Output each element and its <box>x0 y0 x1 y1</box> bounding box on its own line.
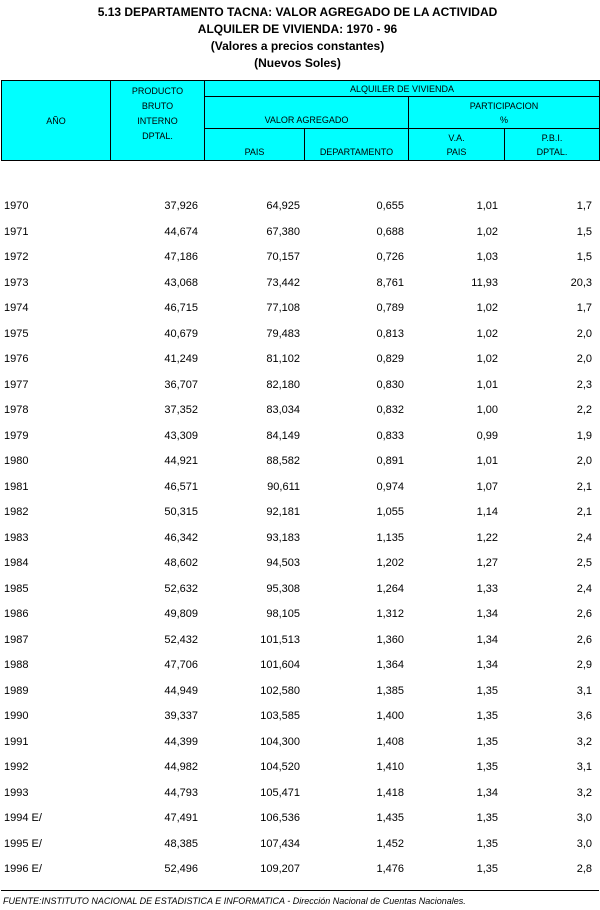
header-participacion <box>409 97 600 129</box>
header-year: AÑO <box>2 81 111 161</box>
cell-pbi: 50,315 <box>164 506 198 518</box>
cell-va: 1,02 <box>476 225 498 238</box>
cell-pbid: 3,0 <box>576 837 592 850</box>
cell-va: 1,34 <box>476 608 498 620</box>
cell-pbid: 1,5 <box>576 225 592 238</box>
cell-va: 1,01 <box>476 200 498 212</box>
cell-pais: 84,149 <box>266 429 300 442</box>
header-percent: % <box>500 114 509 125</box>
cell-pbi: 46,571 <box>164 480 198 493</box>
cell-va: 11,93 <box>471 276 498 289</box>
cell-dep: 0,726 <box>376 251 404 263</box>
cell-dep: 1,408 <box>376 735 404 748</box>
cell-year: 1971 <box>4 225 29 238</box>
cell-pbid: 2,8 <box>576 863 592 875</box>
cell-va: 1,14 <box>476 506 498 518</box>
cell-va: 1,00 <box>476 404 498 416</box>
cell-pbi: 48,385 <box>164 837 198 850</box>
cell-dep: 0,688 <box>376 225 404 238</box>
cell-pbi: 46,342 <box>164 531 198 544</box>
header-departamento: DEPARTAMENTO <box>305 129 409 161</box>
cell-dep: 0,891 <box>376 455 404 467</box>
cell-va: 1,34 <box>476 633 498 646</box>
cell-year: 1987 <box>4 633 29 646</box>
cell-pbi: 52,496 <box>164 863 198 875</box>
cell-pais: 104,520 <box>260 761 300 773</box>
table-row <box>0 628 600 654</box>
cell-pbid: 2,4 <box>576 531 592 544</box>
cell-year: 1984 <box>4 557 29 569</box>
cell-year: 1986 <box>4 608 29 620</box>
table-row <box>0 245 600 271</box>
cell-va: 1,02 <box>476 327 498 340</box>
cell-dep: 1,435 <box>376 812 404 824</box>
cell-pbid: 3,1 <box>576 684 592 697</box>
table-row <box>0 194 600 220</box>
cell-va: 1,35 <box>476 735 498 748</box>
table-row <box>0 602 600 628</box>
cell-pbid: 2,1 <box>576 480 592 493</box>
table-row <box>0 832 600 858</box>
cell-year: 1988 <box>4 659 29 671</box>
cell-pbi: 47,706 <box>164 659 198 671</box>
table-row <box>0 220 600 246</box>
cell-pais: 101,604 <box>260 659 300 671</box>
cell-va: 1,35 <box>476 837 498 850</box>
cell-pbi: 44,793 <box>164 786 198 799</box>
cell-pais: 102,580 <box>260 684 300 697</box>
cell-pbi: 44,982 <box>164 761 198 773</box>
cell-dep: 0,833 <box>376 429 404 442</box>
cell-pais: 90,611 <box>267 480 300 493</box>
cell-year: 1980 <box>4 455 29 467</box>
table-row <box>0 500 600 526</box>
cell-year: 1993 <box>4 786 29 799</box>
footer-divider <box>1 890 599 891</box>
title-line-2: ALQUILER DE VIVIENDA: 1970 - 96 <box>197 22 398 36</box>
cell-pbid: 1,7 <box>576 302 592 314</box>
cell-year: 1970 <box>4 200 29 212</box>
cell-dep: 1,202 <box>376 557 404 569</box>
cell-pbi: 52,432 <box>164 633 198 646</box>
cell-pbi: 43,068 <box>164 276 198 289</box>
table-body <box>0 194 600 883</box>
cell-dep: 1,400 <box>376 710 404 722</box>
cell-pais: 83,034 <box>266 404 300 416</box>
cell-dep: 0,832 <box>376 404 404 416</box>
cell-pbid: 2,3 <box>576 378 592 391</box>
cell-va: 1,07 <box>476 480 498 493</box>
table-row <box>0 398 600 424</box>
cell-dep: 0,829 <box>376 353 404 365</box>
cell-va: 1,34 <box>476 786 498 799</box>
table-row <box>0 781 600 807</box>
table-row <box>0 653 600 679</box>
cell-year: 1981 <box>4 480 29 493</box>
cell-pbid: 2,6 <box>576 608 592 620</box>
cell-pais: 106,536 <box>260 812 300 824</box>
cell-dep: 0,789 <box>376 302 404 314</box>
cell-pbid: 20,3 <box>570 276 592 289</box>
cell-pais: 93,183 <box>266 531 300 544</box>
cell-pais: 94,503 <box>266 557 300 569</box>
cell-pbi: 41,249 <box>164 353 198 365</box>
cell-year: 1991 <box>4 735 29 748</box>
cell-pais: 105,471 <box>260 786 300 799</box>
table-row <box>0 679 600 705</box>
cell-va: 1,03 <box>476 251 498 263</box>
cell-va: 1,02 <box>476 353 498 365</box>
cell-pais: 109,207 <box>260 863 300 875</box>
cell-year: 1973 <box>4 276 29 289</box>
header-valor-agregado: VALOR AGREGADO <box>205 97 409 129</box>
table-row <box>0 755 600 781</box>
table-row <box>0 704 600 730</box>
cell-pbid: 1,5 <box>576 251 592 263</box>
cell-pbi: 43,309 <box>164 429 198 442</box>
cell-pbi: 49,809 <box>164 608 198 620</box>
cell-pbid: 2,1 <box>576 506 592 518</box>
header-va-pais <box>409 129 505 161</box>
cell-dep: 1,312 <box>376 608 404 620</box>
cell-pbi: 37,352 <box>164 404 198 416</box>
cell-pbi: 48,602 <box>164 557 198 569</box>
cell-dep: 1,452 <box>376 837 404 850</box>
cell-pais: 67,380 <box>266 225 300 238</box>
cell-va: 1,27 <box>476 557 498 569</box>
cell-va: 1,35 <box>476 684 498 697</box>
table-row <box>0 347 600 373</box>
cell-pbi: 47,186 <box>164 251 198 263</box>
table-row <box>0 296 600 322</box>
cell-dep: 1,264 <box>376 582 404 595</box>
cell-pbid: 3,2 <box>576 786 592 799</box>
cell-pbid: 1,7 <box>576 200 592 212</box>
cell-pbi: 44,399 <box>164 735 198 748</box>
cell-va: 1,35 <box>476 812 498 824</box>
cell-va: 1,35 <box>476 863 498 875</box>
table-row <box>0 730 600 756</box>
table-row <box>0 475 600 501</box>
table-row <box>0 551 600 577</box>
cell-pbid: 2,0 <box>576 327 592 340</box>
table-row <box>0 806 600 832</box>
table-title <box>0 4 600 72</box>
cell-pbid: 3,2 <box>576 735 592 748</box>
cell-va: 1,34 <box>476 659 498 671</box>
cell-pbid: 3,6 <box>576 710 592 722</box>
cell-year: 1976 <box>4 353 29 365</box>
table-row <box>0 271 600 297</box>
cell-pbid: 2,6 <box>576 633 592 646</box>
cell-pbi: 44,949 <box>164 684 198 697</box>
cell-pbi: 37,926 <box>164 200 198 212</box>
table-row <box>0 322 600 348</box>
table-row <box>0 526 600 552</box>
cell-pbi: 40,679 <box>164 327 198 340</box>
title-line-4: (Nuevos Soles) <box>254 56 341 70</box>
cell-pais: 98,105 <box>266 608 300 620</box>
cell-va: 1,35 <box>476 761 498 773</box>
header-pbi-dptal <box>505 129 600 161</box>
cell-va: 0,99 <box>476 429 498 442</box>
cell-va: 1,01 <box>476 455 498 467</box>
cell-pbi: 52,632 <box>164 582 198 595</box>
cell-pbid: 2,0 <box>576 353 592 365</box>
cell-va: 1,33 <box>476 582 498 595</box>
cell-pbi: 44,674 <box>164 225 198 238</box>
cell-dep: 0,813 <box>376 327 404 340</box>
cell-pbi: 44,921 <box>164 455 198 467</box>
header-pbi <box>111 81 205 161</box>
cell-year: 1977 <box>4 378 29 391</box>
cell-va: 1,35 <box>476 710 498 722</box>
table-row <box>0 577 600 603</box>
cell-dep: 1,360 <box>376 633 404 646</box>
cell-pbid: 2,4 <box>576 582 592 595</box>
cell-va: 1,22 <box>476 531 498 544</box>
cell-year: 1989 <box>4 684 29 697</box>
header-pbi-dptal-label: P.B.I. DPTAL. <box>536 132 568 157</box>
table-row <box>0 424 600 450</box>
cell-pais: 107,434 <box>260 837 300 850</box>
cell-pais: 73,442 <box>266 276 300 289</box>
cell-year: 1992 <box>4 761 29 773</box>
cell-year: 1996 E/ <box>4 863 42 875</box>
header-alquiler-group: ALQUILER DE VIVIENDA <box>205 81 600 97</box>
title-line-3: (Valores a precios constantes) <box>210 39 385 53</box>
cell-pbid: 2,0 <box>576 455 592 467</box>
cell-pais: 70,157 <box>266 251 300 263</box>
cell-dep: 0,655 <box>376 200 404 212</box>
header-va-pais-label: V.A. PAIS <box>446 132 467 157</box>
cell-pbid: 2,5 <box>576 557 592 569</box>
cell-year: 1972 <box>4 251 29 263</box>
cell-pbid: 3,1 <box>576 761 592 773</box>
cell-year: 1994 E/ <box>4 812 42 824</box>
cell-pais: 88,582 <box>266 455 300 467</box>
cell-pais: 101,513 <box>260 633 300 646</box>
cell-year: 1982 <box>4 506 29 518</box>
cell-year: 1974 <box>4 302 29 314</box>
cell-pbi: 39,337 <box>164 710 198 722</box>
cell-year: 1995 E/ <box>4 837 42 850</box>
cell-pbid: 1,9 <box>576 429 592 442</box>
title-line-1: 5.13 DEPARTAMENTO TACNA: VALOR AGREGADO DE LA ACTIVIDAD <box>97 5 498 19</box>
cell-va: 1,02 <box>476 302 498 314</box>
cell-year: 1975 <box>4 327 29 340</box>
cell-pais: 103,585 <box>260 710 300 722</box>
cell-va: 1,01 <box>476 378 498 391</box>
header-pbi-label: PRODUCTO BRUTO INTERNO DPTAL. <box>131 86 184 141</box>
cell-dep: 0,830 <box>376 378 404 391</box>
cell-dep: 1,135 <box>376 531 404 544</box>
cell-year: 1978 <box>4 404 29 416</box>
cell-pais: 104,300 <box>260 735 300 748</box>
cell-pbi: 47,491 <box>164 812 198 824</box>
cell-pais: 79,483 <box>266 327 300 340</box>
cell-dep: 1,385 <box>376 684 404 697</box>
cell-dep: 1,364 <box>376 659 404 671</box>
cell-pais: 92,181 <box>266 506 300 518</box>
cell-year: 1985 <box>4 582 29 595</box>
cell-pais: 77,108 <box>266 302 300 314</box>
cell-dep: 1,476 <box>376 863 404 875</box>
cell-pais: 81,102 <box>266 353 300 365</box>
cell-year: 1990 <box>4 710 29 722</box>
table-row <box>0 373 600 399</box>
source-note: FUENTE:INSTITUTO NACIONAL DE ESTADISTICA E INFORMATICA - Dirección Nacional de Cuentas Nacionales. <box>3 896 466 906</box>
cell-pbid: 3,0 <box>576 812 592 824</box>
cell-dep: 0,974 <box>376 480 404 493</box>
cell-year: 1983 <box>4 531 29 544</box>
header-participacion-label: PARTICIPACION <box>469 100 539 111</box>
table-header <box>1 80 600 161</box>
cell-pbi: 46,715 <box>164 302 198 314</box>
cell-dep: 1,418 <box>376 786 404 799</box>
table-row <box>0 449 600 475</box>
cell-dep: 1,410 <box>376 761 404 773</box>
cell-pais: 64,925 <box>266 200 300 212</box>
cell-pais: 82,180 <box>266 378 300 391</box>
cell-pbid: 2,9 <box>576 659 592 671</box>
cell-dep: 8,761 <box>376 276 404 289</box>
cell-pbid: 2,2 <box>576 404 592 416</box>
cell-pbi: 36,707 <box>164 378 198 391</box>
cell-year: 1979 <box>4 429 29 442</box>
header-pais: PAIS <box>205 129 305 161</box>
cell-pais: 95,308 <box>266 582 300 595</box>
cell-dep: 1,055 <box>376 506 404 518</box>
table-row <box>0 857 600 883</box>
